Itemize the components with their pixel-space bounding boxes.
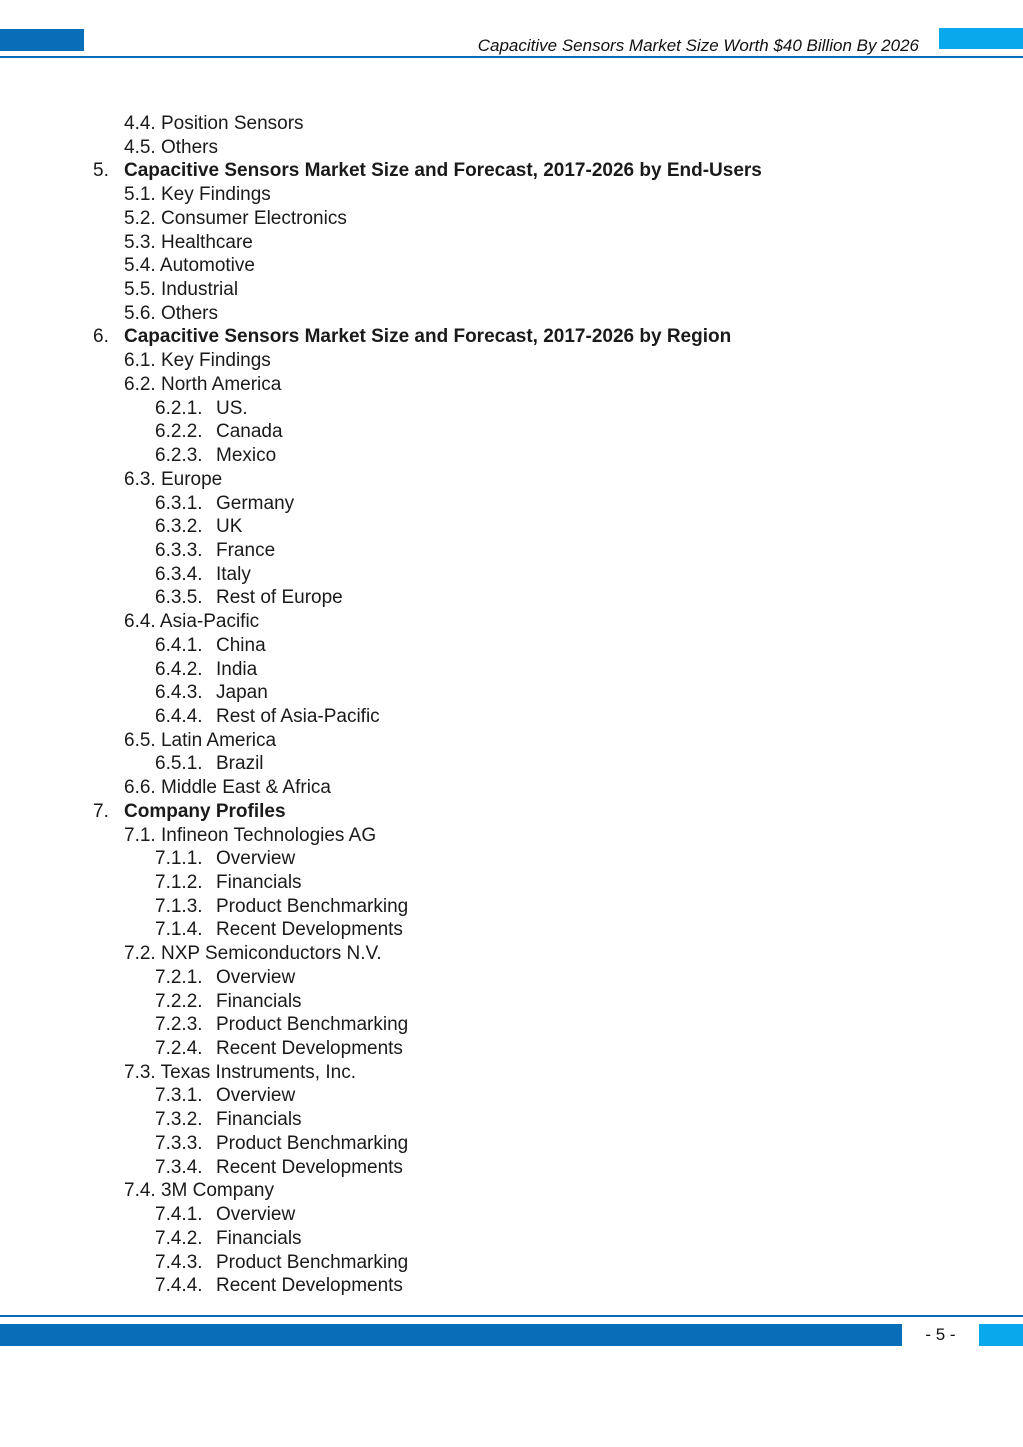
footer-rule (0, 1315, 1023, 1317)
toc-entry (0, 1084, 1023, 1108)
toc-entry-number: 6.4.3. (155, 682, 203, 704)
toc-entry (0, 112, 1023, 136)
toc-entry (0, 1037, 1023, 1061)
toc-entry-label: 6.2. North America (124, 373, 282, 395)
toc-entry-label: US. (216, 397, 248, 419)
toc-entry-number: 6.3.1. (155, 492, 203, 514)
toc-entry-number: 7.1.3. (155, 895, 203, 917)
toc-entry-label: Overview (216, 1085, 296, 1107)
toc-entry (0, 1061, 1023, 1085)
toc-entry-label: Rest of Europe (216, 587, 343, 609)
toc-entry-number: 6.4.4. (155, 705, 203, 727)
toc-entry-label: Canada (216, 421, 283, 443)
toc-entry (0, 705, 1023, 729)
toc-entry-label: 7.4. 3M Company (124, 1180, 274, 1202)
toc-entry-label: 5.2. Consumer Electronics (124, 207, 347, 229)
toc-entry-number: 7.1.4. (155, 919, 203, 941)
toc-entry-label: 5.5. Industrial (124, 279, 239, 301)
toc-entry (0, 325, 1023, 349)
toc-entry (0, 183, 1023, 207)
toc-entry (0, 159, 1023, 183)
toc-entry (0, 1203, 1023, 1227)
toc-entry-label: 5.6. Others (124, 302, 218, 324)
toc-entry-label: 6.3. Europe (124, 468, 223, 490)
toc-entry (0, 492, 1023, 516)
toc-entry (0, 207, 1023, 231)
toc-entry-number: 5. (93, 160, 109, 182)
toc-entry-number: 7.3.4. (155, 1156, 203, 1178)
toc-entry-label: Financials (216, 1109, 302, 1131)
toc-entry (0, 254, 1023, 278)
toc-entry-label: 7.3. Texas Instruments, Inc. (124, 1061, 356, 1083)
toc-entry-number: 7.2.4. (155, 1038, 203, 1060)
toc-entry-number: 7.2.1. (155, 966, 203, 988)
footer-accent-left (0, 1324, 902, 1346)
toc-entry-label: Recent Developments (216, 1275, 403, 1297)
toc-entry-label: 7.2. NXP Semiconductors N.V. (124, 943, 382, 965)
toc-entry-label: Brazil (216, 753, 264, 775)
toc-entry-number: 7.1.2. (155, 872, 203, 893)
toc-entry-label: Financials (216, 990, 302, 1012)
toc-entry-label: China (216, 634, 266, 656)
toc-entry-number: 6.5.1. (155, 753, 203, 775)
toc-entry-number: 6.3.2. (155, 516, 203, 538)
toc-entry-label: UK (216, 516, 243, 538)
toc-entry-number: 6.4.2. (155, 658, 203, 680)
toc-entry (0, 586, 1023, 610)
toc-entry-number: 6. (93, 326, 109, 348)
toc-entry (0, 634, 1023, 658)
toc-entry (0, 871, 1023, 895)
toc-entry (0, 539, 1023, 563)
toc-entry (0, 136, 1023, 160)
toc-entry-label: India (216, 658, 258, 680)
toc-entry (0, 302, 1023, 326)
toc-entry-number: 7.2.2. (155, 990, 203, 1012)
toc-entry-label: Product Benchmarking (216, 1132, 409, 1154)
page-number: - 5 - (925, 1325, 956, 1344)
toc-entry-label: 6.5. Latin America (124, 729, 277, 751)
toc-entry-number: 6.4.1. (155, 634, 203, 656)
toc-entry (0, 610, 1023, 634)
toc-entry (0, 752, 1023, 776)
toc-entry-label: 4.4. Position Sensors (124, 113, 304, 134)
footer-accent-right (979, 1324, 1023, 1346)
toc-entry (0, 942, 1023, 966)
toc-entry-number: 6.3.5. (155, 587, 203, 609)
toc-entry (0, 681, 1023, 705)
toc-entry (0, 373, 1023, 397)
header-title: Capacitive Sensors Market Size Worth $40 Billion By 2026 (477, 36, 919, 55)
toc-entry (0, 918, 1023, 942)
toc-entry-label: 7.1. Infineon Technologies AG (124, 824, 377, 846)
toc-entry (0, 1156, 1023, 1180)
toc-entry (0, 563, 1023, 587)
toc-entry (0, 1179, 1023, 1203)
toc-entry (0, 444, 1023, 468)
toc-entry-number: 6.2.1. (155, 397, 203, 419)
toc-entry-label: Recent Developments (216, 1038, 403, 1060)
toc-entry (0, 1227, 1023, 1251)
toc-entry-label: 6.6. Middle East & Africa (124, 777, 331, 799)
toc-entry-label: Product Benchmarking (216, 1251, 409, 1273)
toc-entry-label: Japan (216, 682, 268, 704)
toc-entry (0, 278, 1023, 302)
toc-entry-number: 7.2.3. (155, 1014, 203, 1036)
toc-entry (0, 990, 1023, 1014)
toc-entry-label: Italy (216, 563, 251, 585)
toc-entry-label: Rest of Asia-Pacific (216, 705, 380, 727)
toc-entry (0, 349, 1023, 373)
toc-entry-label: Product Benchmarking (216, 895, 409, 917)
toc-entry-number: 7.3.1. (155, 1085, 203, 1107)
toc-entry (0, 847, 1023, 871)
toc-entry (0, 966, 1023, 990)
toc-entry (0, 895, 1023, 919)
toc-entry-label: Mexico (216, 445, 277, 467)
header-accent-left (0, 29, 84, 51)
toc-entry-number: 6.3.4. (155, 563, 203, 585)
header-rule (0, 56, 1023, 58)
toc-entry-number: 7.4.2. (155, 1227, 203, 1249)
toc-entry-label: Recent Developments (216, 919, 403, 941)
toc-entry-label: Overview (216, 1204, 296, 1226)
toc-entry-label: Company Profiles (124, 800, 286, 822)
toc-entry (0, 658, 1023, 682)
toc-entry-label: 6.1. Key Findings (124, 350, 271, 372)
toc-entry-label: Overview (216, 966, 296, 988)
toc-entry (0, 729, 1023, 753)
toc-entry (0, 1013, 1023, 1037)
toc-entry (0, 776, 1023, 800)
toc-entry-number: 7. (93, 800, 109, 822)
toc-entry (0, 800, 1023, 824)
toc-entry (0, 397, 1023, 421)
toc-entry-label: Capacitive Sensors Market Size and Forecast, 2017-2026 by End-Users (124, 160, 762, 182)
toc-entry-label: 5.3. Healthcare (124, 231, 253, 253)
toc-entry-number: 7.4.3. (155, 1251, 203, 1273)
toc-entry-number: 7.3.2. (155, 1109, 203, 1131)
header-accent-right (939, 28, 1023, 49)
toc-entry-number: 7.1.1. (155, 848, 203, 870)
toc-entry-number: 7.4.4. (155, 1275, 203, 1297)
toc-entry-number: 7.3.3. (155, 1132, 203, 1154)
toc-entry-label: Overview (216, 848, 296, 870)
toc-entry-label: 5.4. Automotive (124, 255, 255, 277)
toc-entry (0, 515, 1023, 539)
toc-entry-number: 6.3.3. (155, 539, 203, 561)
toc-entry-label: France (216, 539, 276, 561)
toc-entry-label: 4.5. Others (124, 136, 218, 158)
toc-entry-label: Capacitive Sensors Market Size and Forecast, 2017-2026 by Region (124, 326, 732, 348)
toc-entry-label: Financials (216, 1227, 302, 1249)
toc-entry (0, 1274, 1023, 1298)
toc-entry-label: Recent Developments (216, 1156, 403, 1178)
toc-entry-label: Germany (216, 492, 295, 514)
toc-entry-label: Product Benchmarking (216, 1014, 409, 1036)
toc-entry (0, 824, 1023, 848)
table-of-contents (0, 112, 1023, 1298)
toc-entry-label: 5.1. Key Findings (124, 184, 271, 206)
toc-entry-number: 7.4.1. (155, 1204, 203, 1226)
toc-entry-label: Financials (216, 872, 302, 893)
toc-entry-label: 6.4. Asia-Pacific (124, 611, 260, 633)
toc-entry (0, 231, 1023, 255)
toc-entry (0, 420, 1023, 444)
toc-entry-number: 6.2.3. (155, 445, 203, 467)
toc-entry (0, 1132, 1023, 1156)
toc-entry (0, 1108, 1023, 1132)
toc-entry (0, 468, 1023, 492)
toc-entry (0, 1251, 1023, 1275)
toc-entry-number: 6.2.2. (155, 421, 203, 443)
